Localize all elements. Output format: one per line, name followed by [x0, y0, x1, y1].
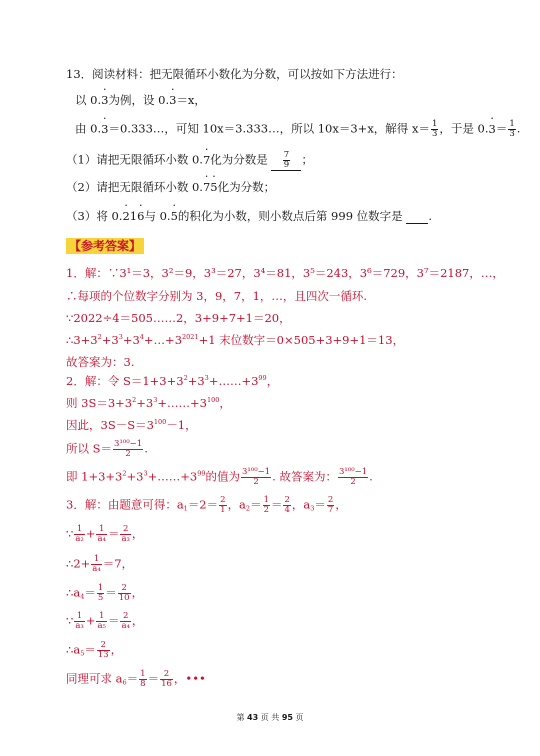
text: +1 末位数字＝0×505+3+9+1＝13， [198, 333, 405, 347]
exponent: 3 [118, 333, 123, 341]
text: ∴a [66, 585, 81, 600]
a1-line1: 1．解：∵3¹＝3，3²＝9，3³＝27，3⁴＝81，3⁵＝243，3⁶＝729，3⁷＝2187，…， [66, 266, 504, 280]
text: ， [110, 642, 123, 657]
text: ＝7， [102, 556, 134, 571]
text: 的积化为小数，则小数点后第 999 位数字是 [177, 209, 403, 223]
text: ，于是 0. [439, 121, 489, 136]
text: ∴2+ [66, 556, 91, 571]
text: ， [335, 497, 347, 512]
repeating-digit: · 5 [171, 209, 178, 223]
text: ， [219, 396, 231, 410]
fraction: $\frac{7}{9}$ [283, 150, 290, 170]
fraction: $\frac{2}{10}$ [118, 583, 130, 603]
exponent: 2 [97, 333, 102, 341]
text: 所以 S＝ [66, 441, 113, 456]
a1-line5: 故答案为：3. [66, 355, 135, 369]
exponent: 2021 [182, 333, 199, 341]
a2-line1 [66, 374, 278, 388]
footer-text: 页 共 [260, 713, 280, 722]
fraction: $\frac{2}{\text{a₄}}$ [121, 611, 130, 631]
text: ，a [291, 497, 311, 512]
text: 为例，设 0. [108, 93, 170, 107]
footer-text: 页 [295, 713, 304, 722]
text: ，••• [173, 671, 206, 686]
text: 3．解：由题意可得：a [66, 497, 184, 512]
text: ， [131, 526, 144, 541]
text: ＝0.333…，可知 10x＝3.333…，所以 10x＝3+x，解得 x＝ [108, 121, 430, 136]
text: ∴3+3 [66, 333, 98, 347]
fraction: $\frac{1}{\text{a₃}}$ [75, 611, 84, 631]
text: 与 0. [144, 209, 171, 223]
subscript: 6 [122, 678, 127, 687]
fraction: $\frac{1}{\text{a₅}}$ [97, 611, 106, 631]
repeating-digit: · 3 [101, 93, 108, 107]
text: 即 1+3+3 [66, 469, 123, 484]
a1-line2: ∴每项的个位数字分别为 3，9，7，1，…，且四次一循环. [66, 289, 368, 303]
answer-blank [271, 151, 301, 171]
text: ＝ [105, 585, 117, 600]
q13-derivation [75, 120, 520, 139]
text: （1）请把无限循环小数 0. [66, 152, 203, 167]
text: ＝ [107, 613, 120, 628]
text: 由 0. [75, 121, 102, 136]
text: ， [266, 374, 279, 388]
text: . 故答案为： [272, 469, 337, 484]
page-number: 43 [247, 713, 259, 722]
fraction: $\frac{2}{16}$ [161, 669, 172, 689]
subscript: 2 [245, 504, 251, 513]
a2-line5 [66, 468, 373, 487]
text: +3 [136, 396, 154, 410]
text: （2）请把无限循环小数 0. [66, 180, 203, 194]
fraction: $\frac{1}{2}$ [263, 495, 269, 515]
q13-example [75, 93, 206, 107]
text: ， [131, 585, 144, 600]
exponent: 4 [139, 333, 144, 341]
text: 2．解：令 S＝1+3+3 [66, 374, 184, 388]
repeating-digit: · 7 [203, 153, 210, 167]
fraction: $\frac{2}{1}$ [220, 495, 226, 515]
fraction: $\frac{2}{\text{a₃}}$ [121, 524, 130, 544]
text: . [428, 209, 432, 223]
a3-line4 [66, 584, 143, 603]
a3-line1 [66, 496, 347, 515]
fraction: $\frac{1}{\text{a₄}}$ [97, 524, 106, 544]
text: +……+3 [147, 469, 198, 484]
text: （3）将 0. [66, 209, 123, 223]
text: ，a [227, 497, 246, 512]
fraction: $\frac{\text{3¹⁰⁰−1}}{2}$ [242, 467, 271, 487]
q13-intro: 13．阅读材料：把无限循环小数化为分数，可以按如下方法进行： [66, 67, 403, 81]
a1-line3: ∵2022÷4＝505……2，3+9+7+1＝20， [66, 311, 291, 325]
text: +……+3 [208, 374, 259, 388]
text: 的值为 [205, 469, 240, 484]
text: +3 [187, 374, 205, 388]
text: 同理可求 a [66, 671, 123, 686]
q13-part3 [66, 209, 432, 224]
text: ＝ [107, 526, 120, 541]
fraction: $\frac{1}{\text{a₄}}$ [92, 554, 101, 574]
text: . [144, 441, 148, 456]
q13-part2 [66, 180, 275, 194]
text: +…+3 [143, 333, 183, 347]
subscript: 1 [183, 504, 188, 513]
repeating-digit: · 2 [122, 209, 129, 223]
fraction: $\frac{2}{7}$ [327, 495, 334, 515]
text: 1 [129, 209, 138, 223]
total-pages: 95 [281, 713, 293, 722]
q13-part1 [66, 151, 313, 171]
footer-text: 第 [236, 713, 245, 722]
a2-line3 [66, 418, 197, 432]
text: ＝2＝ [187, 497, 219, 512]
a3-line3 [66, 555, 133, 574]
text: 以 0. [75, 93, 102, 107]
text: ∴a [66, 642, 81, 657]
fraction: $\frac{1}{\text{a₂}}$ [75, 524, 84, 544]
subscript: 4 [80, 592, 85, 601]
exponent: 100 [153, 418, 167, 426]
repeating-digit: · 5 [210, 180, 217, 194]
answer-heading: 【参考答案】 [66, 238, 144, 254]
exponent: 2 [122, 469, 127, 478]
exponent: 3 [153, 396, 158, 404]
fraction: $\frac{1}{8}$ [140, 669, 146, 689]
text: ＝ [84, 585, 96, 600]
text: . [516, 121, 521, 136]
a3-line6 [66, 641, 122, 660]
fraction: $\frac{2}{4}$ [284, 495, 290, 515]
text: ∵ [66, 613, 74, 628]
a3-line5 [66, 612, 143, 631]
exponent: 99 [258, 374, 267, 382]
text: ＝ [126, 671, 139, 686]
text: 则 3S＝3+3 [66, 396, 133, 410]
exponent: 3 [143, 469, 148, 478]
repeating-digit: · 3 [101, 122, 108, 136]
repeating-digit: · 6 [137, 209, 144, 223]
text: ＝x， [176, 93, 206, 107]
fraction: $\frac{\text{3¹⁰⁰−1}}{2}$ [114, 439, 143, 459]
text: 因此，3S－S＝3 [66, 418, 154, 432]
text: ＝ [495, 121, 508, 136]
fraction: $\frac{1}{3}$ [431, 119, 438, 139]
a1-line4 [66, 333, 404, 347]
exponent: 99 [197, 469, 206, 478]
a3-line7 [66, 670, 206, 689]
subscript: 5 [80, 649, 85, 658]
text: 化为分数是 [210, 152, 268, 167]
exponent: 2 [132, 396, 137, 404]
fraction: $\frac{\text{3¹⁰⁰−1}}{2}$ [338, 467, 368, 487]
exponent: 100 [206, 396, 220, 404]
text: + [85, 613, 96, 628]
text: +3 [126, 469, 144, 484]
text: ＝ [270, 497, 283, 512]
fraction: $\frac{2}{13}$ [97, 640, 109, 660]
text: 化为分数； [217, 180, 276, 194]
text: ＝ [314, 497, 326, 512]
text: ， [131, 613, 144, 628]
text: +3 [101, 333, 119, 347]
text: ＝ [147, 671, 160, 686]
repeating-digit: · 3 [489, 122, 496, 136]
exponent: 2 [183, 374, 188, 382]
a3-line2 [66, 525, 143, 544]
repeating-digit: · 7 [203, 180, 210, 194]
a2-line4 [66, 440, 148, 459]
fraction: $\frac{1}{5}$ [97, 583, 104, 603]
text: ＝ [84, 642, 96, 657]
text: ＝ [250, 497, 262, 512]
a2-line2 [66, 396, 231, 410]
exponent: 3 [204, 374, 209, 382]
text: + [85, 526, 96, 541]
text: . [369, 469, 373, 484]
subscript: 3 [310, 504, 315, 513]
page-footer [0, 712, 540, 723]
text: +3 [122, 333, 140, 347]
text: －1， [166, 418, 197, 432]
fraction: $\frac{1}{3}$ [509, 119, 515, 139]
answer-blank [406, 209, 428, 224]
text: ； [301, 152, 313, 167]
repeating-digit: · 3 [169, 93, 176, 107]
text: ∵ [66, 526, 74, 541]
text: +……+3 [157, 396, 207, 410]
